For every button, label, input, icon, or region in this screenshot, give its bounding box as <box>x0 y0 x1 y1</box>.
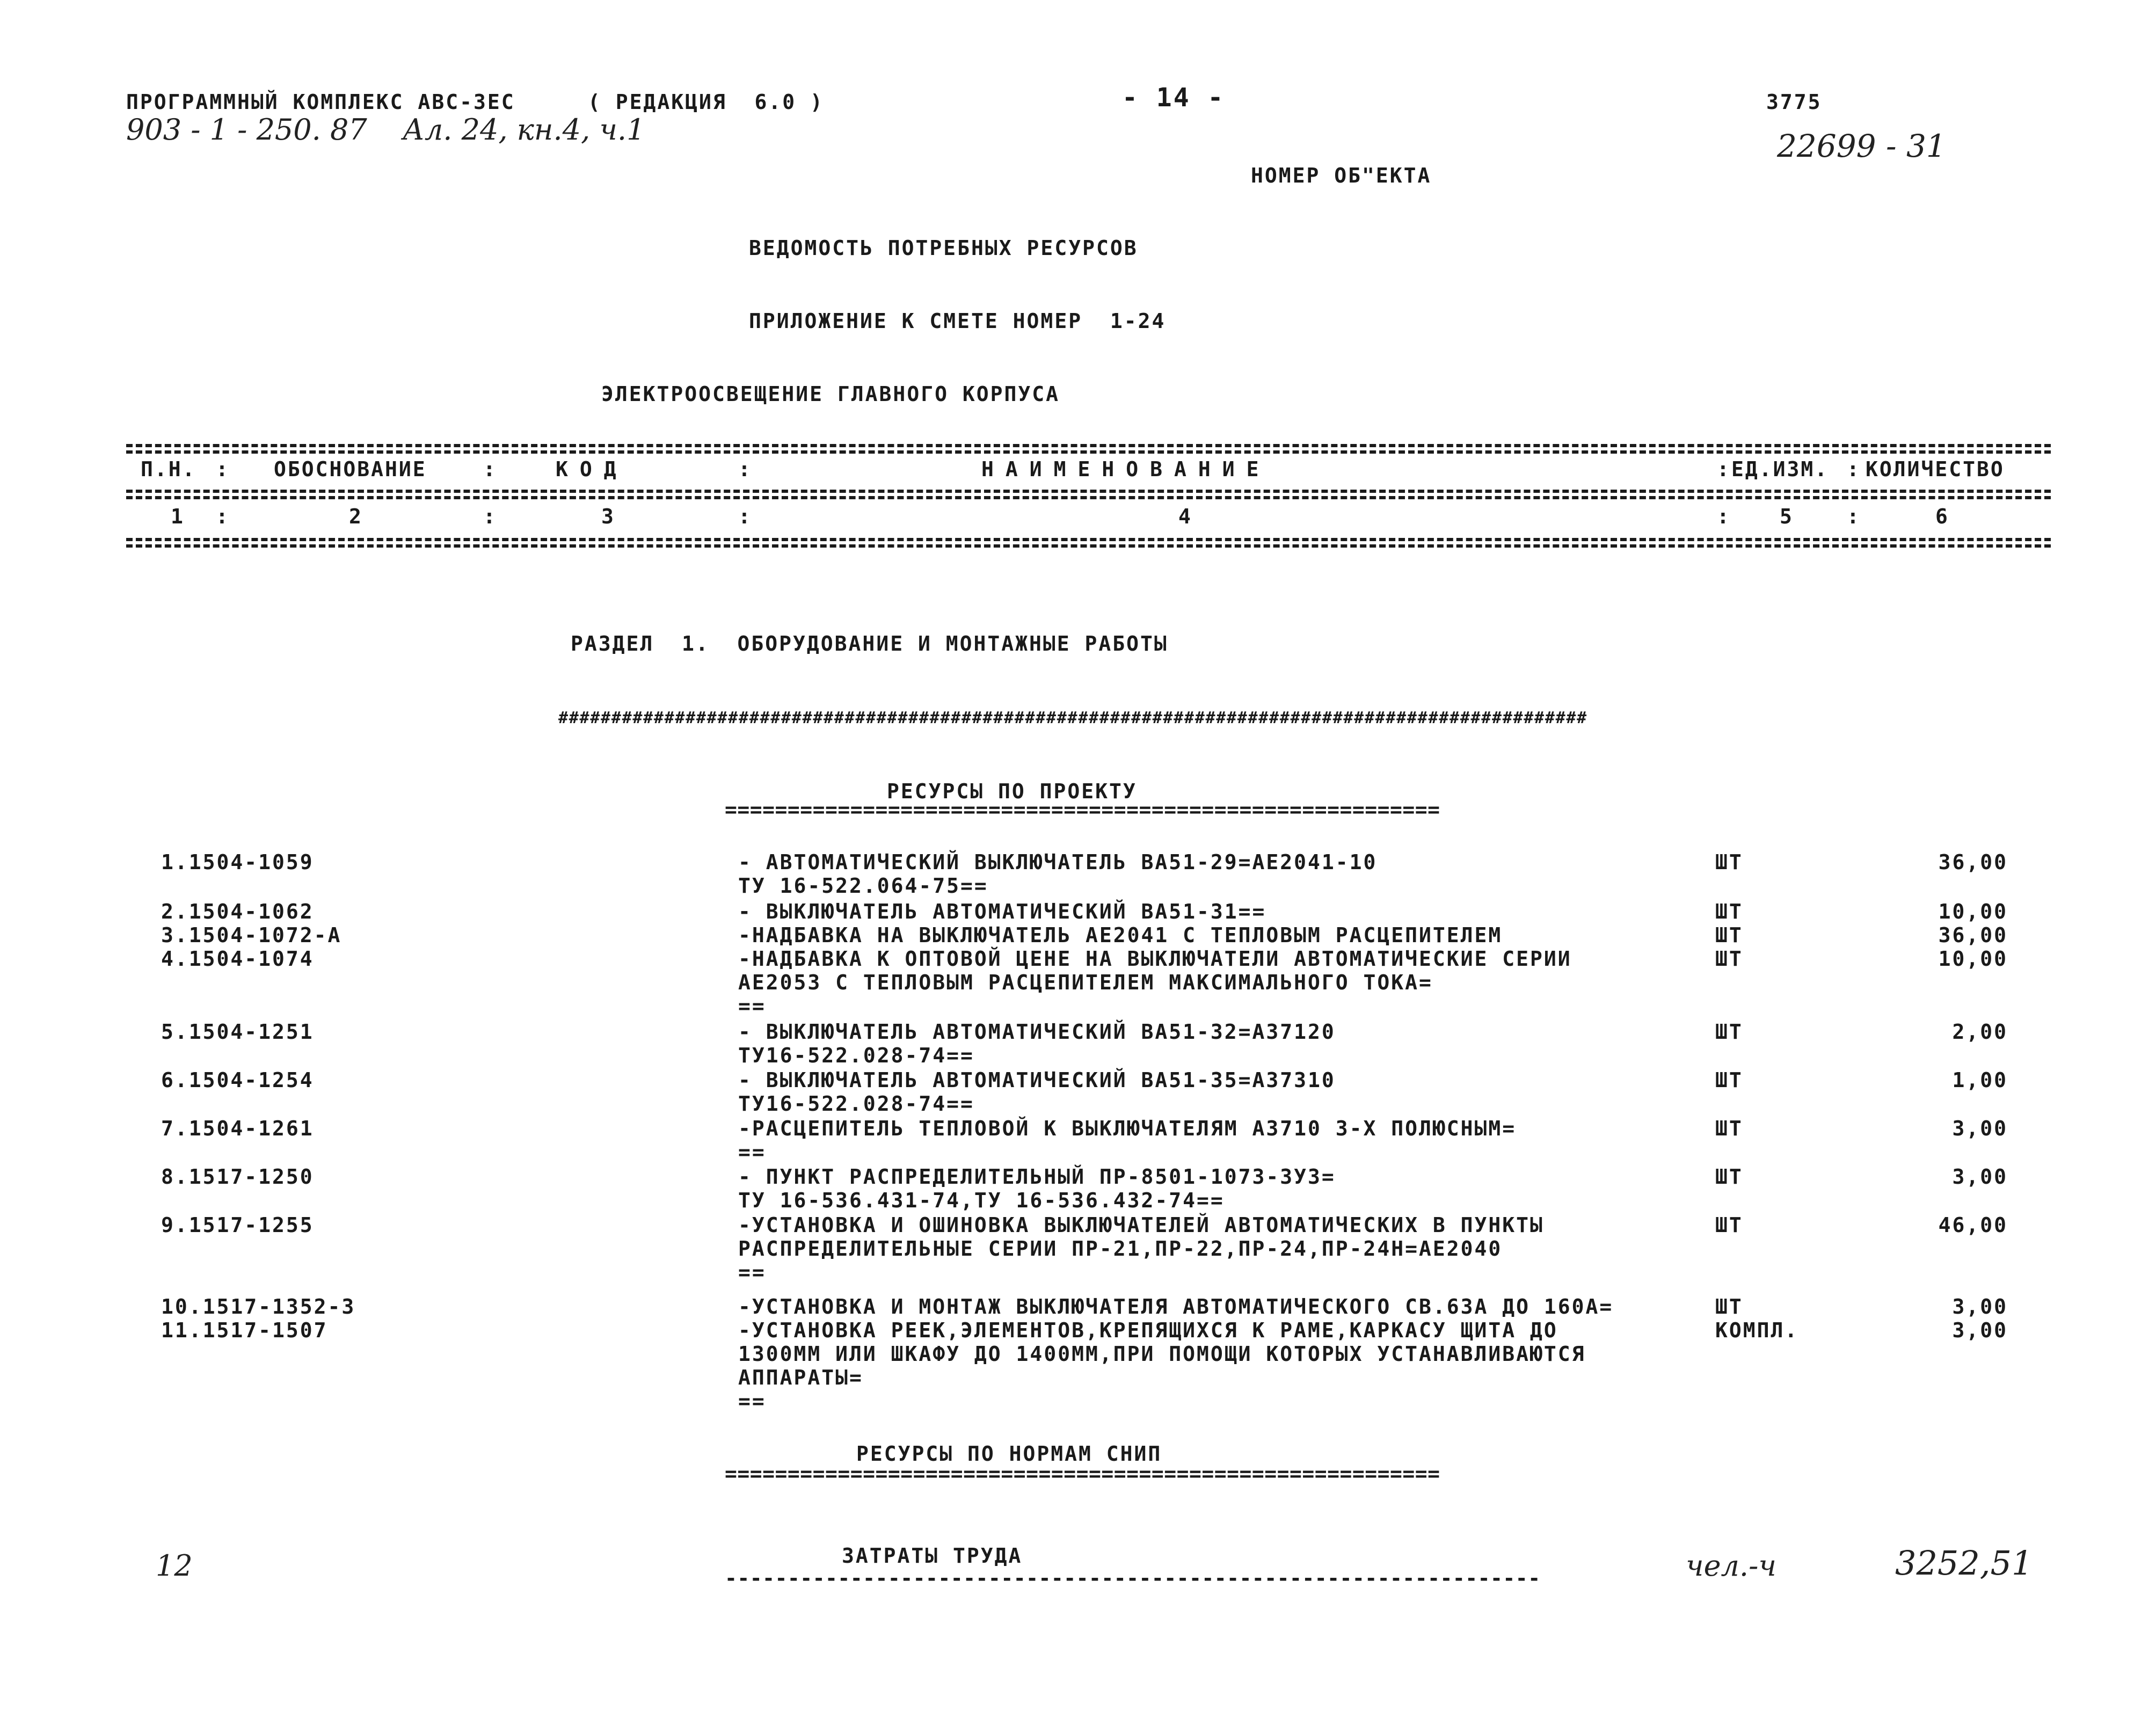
row-quantity <box>1847 1213 2008 1237</box>
row-name-line: - АВТОМАТИЧЕСКИЙ ВЫКЛЮЧАТЕЛЬ ВА51-29=АЕ2041-10 <box>738 850 1378 874</box>
column-separator: : <box>1717 457 1731 481</box>
row-basis-text: 11.1517-1507 <box>161 1318 328 1342</box>
column-number-2: 2 <box>349 505 363 528</box>
row-name-line: ТУ16-522.028-74== <box>738 1092 974 1116</box>
row-basis-code <box>161 1318 328 1342</box>
labor-underline: ----------------------------------------------------------------- <box>725 1567 1541 1590</box>
row-name-line: -УСТАНОВКА РЕЕК,ЭЛЕМЕНТОВ,КРЕПЯЩИХСЯ К РАМЕ,КАРКАСУ ЩИТА ДО <box>738 1318 1558 1342</box>
row-name-line: - ПУНКТ РАСПРЕДЕЛИТЕЛЬНЫЙ ПР-8501-1073-3У3= <box>738 1165 1336 1189</box>
row-name <box>738 1117 1516 1164</box>
row-name-line: ТУ 16-522.064-75== <box>738 874 988 898</box>
table-rule-2 <box>126 450 2051 454</box>
row-unit <box>1715 923 1743 947</box>
table-rule-top <box>126 444 2051 447</box>
row-name-line: -УСТАНОВКА И МОНТАЖ ВЫКЛЮЧАТЕЛЯ АВТОМАТИЧЕСКОГО СВ.63А ДО 160А= <box>738 1295 1614 1318</box>
row-quantity <box>1847 1117 2008 1140</box>
row-unit-text: ШТ <box>1715 850 1743 874</box>
row-quantity <box>1847 1068 2008 1092</box>
row-unit-text: ШТ <box>1715 1068 1743 1092</box>
row-name <box>738 1318 1586 1413</box>
row-name-line: == <box>738 1140 766 1164</box>
row-unit <box>1715 1068 1743 1092</box>
row-basis-code <box>161 1020 314 1044</box>
column-separator: : <box>483 457 497 481</box>
row-basis-code <box>161 923 341 947</box>
row-name-line: -РАСЦЕПИТЕЛЬ ТЕПЛОВОЙ К ВЫКЛЮЧАТЕЛЯМ А3710 3-Х ПОЛЮСНЫМ= <box>738 1117 1517 1140</box>
table-rule-3 <box>126 490 2051 493</box>
row-basis-code <box>161 1165 314 1189</box>
row-quantity-text: 36,00 <box>1938 923 2008 947</box>
row-unit <box>1715 900 1743 923</box>
labor-title: ЗАТРАТЫ ТРУДА <box>842 1544 1023 1568</box>
row-basis-code <box>161 1295 355 1318</box>
appendix-title: ПРИЛОЖЕНИЕ К СМЕТЕ НОМЕР 1-24 <box>749 309 1166 333</box>
row-unit-text: КОМПЛ. <box>1715 1318 1799 1342</box>
row-basis-code <box>161 1068 314 1092</box>
resources-project-title: РЕСУРСЫ ПО ПРОЕКТУ <box>887 779 1137 803</box>
column-separator: : <box>738 457 752 481</box>
row-name <box>738 1213 1544 1284</box>
row-unit-text: ШТ <box>1715 1213 1743 1237</box>
handwritten-project-code: 903 - 1 - 250. 87 <box>126 113 367 147</box>
column-header-quantity: КОЛИЧЕСТВО <box>1866 457 2005 481</box>
row-name <box>738 947 1572 1018</box>
row-name <box>738 923 1502 947</box>
page-number: - 14 - <box>1122 83 1225 113</box>
row-name-line: -НАДБАВКА К ОПТОВОЙ ЦЕНЕ НА ВЫКЛЮЧАТЕЛИ АВТОМАТИЧЕСКИЕ СЕРИИ <box>738 947 1572 971</box>
row-basis-code <box>161 1213 314 1237</box>
row-basis-code <box>161 900 314 923</box>
row-unit-text: ШТ <box>1715 1295 1743 1318</box>
row-unit-text: ШТ <box>1715 947 1743 971</box>
row-name <box>738 1068 1336 1116</box>
column-separator: : <box>1847 505 1861 528</box>
row-name-line: -НАДБАВКА НА ВЫКЛЮЧАТЕЛЬ АЕ2041 С ТЕПЛОВЫМ РАСЦЕПИТЕЛЕМ <box>738 923 1503 947</box>
row-name <box>738 850 1377 898</box>
row-name-line: АППАРАТЫ= <box>738 1366 863 1389</box>
row-quantity-text: 3,00 <box>1952 1318 2008 1342</box>
row-unit <box>1715 1318 1798 1342</box>
row-basis-code <box>161 850 314 874</box>
row-name-line: == <box>738 1389 766 1413</box>
row-basis-text: 5.1504-1251 <box>161 1020 314 1044</box>
row-unit-text: ШТ <box>1715 923 1743 947</box>
document-number: 3775 <box>1766 90 1822 114</box>
row-quantity-text: 46,00 <box>1938 1213 2008 1237</box>
row-unit <box>1715 1020 1743 1044</box>
table-rule-4 <box>126 496 2051 499</box>
row-name-line: -УСТАНОВКА И ОШИНОВКА ВЫКЛЮЧАТЕЛЕЙ АВТОМАТИЧЕСКИХ В ПУНКТЫ <box>738 1213 1544 1237</box>
row-name <box>738 1295 1613 1318</box>
column-separator: : <box>738 505 752 528</box>
row-quantity <box>1847 850 2008 874</box>
row-unit <box>1715 850 1743 874</box>
handwritten-labor-value: 3252,51 <box>1895 1543 2033 1583</box>
row-unit <box>1715 1213 1743 1237</box>
row-name <box>738 1020 1336 1067</box>
row-unit <box>1715 1295 1743 1318</box>
row-basis-text: 3.1504-1072-А <box>161 923 342 947</box>
column-number-5: 5 <box>1780 505 1794 528</box>
row-unit-text: ШТ <box>1715 1117 1743 1140</box>
row-quantity-text: 3,00 <box>1952 1295 2008 1318</box>
column-header-pn: П.Н. <box>141 457 196 481</box>
row-quantity <box>1847 923 2008 947</box>
section-title: РАЗДЕЛ 1. ОБОРУДОВАНИЕ И МОНТАЖНЫЕ РАБОТЫ <box>571 632 1168 655</box>
column-header-basis: ОБОСНОВАНИЕ <box>274 457 427 481</box>
row-quantity-text: 10,00 <box>1938 947 2008 971</box>
row-basis-text: 8.1517-1250 <box>161 1165 314 1189</box>
row-unit-text: ШТ <box>1715 900 1743 923</box>
row-quantity-text: 3,00 <box>1952 1117 2008 1140</box>
resources-snip-underline: ========================================================= <box>725 1462 1440 1485</box>
row-name-line: == <box>738 1261 766 1284</box>
row-basis-text: 6.1504-1254 <box>161 1068 314 1092</box>
row-unit-text: ШТ <box>1715 1020 1743 1044</box>
row-basis-text: 7.1504-1261 <box>161 1117 314 1140</box>
row-quantity <box>1847 900 2008 923</box>
row-quantity <box>1847 1295 2008 1318</box>
row-name-line: ТУ16-522.028-74== <box>738 1044 974 1067</box>
column-header-code: КОД <box>556 457 628 481</box>
row-name <box>738 1165 1336 1212</box>
row-name-line: ТУ 16-536.431-74,ТУ 16-536.432-74== <box>738 1189 1225 1212</box>
resources-project-underline: ========================================================= <box>725 798 1440 821</box>
subject-title: ЭЛЕКТРООСВЕЩЕНИЕ ГЛАВНОГО КОРПУСА <box>601 382 1060 406</box>
column-separator: : <box>216 505 230 528</box>
handwritten-labor-unit: чел.-ч <box>1686 1549 1776 1583</box>
row-quantity-text: 3,00 <box>1952 1165 2008 1189</box>
column-separator: : <box>1847 457 1861 481</box>
row-name-line: АЕ2053 С ТЕПЛОВЫМ РАСЦЕПИТЕЛЕМ МАКСИМАЛЬНОГО ТОКА= <box>738 971 1433 994</box>
row-quantity <box>1847 1318 2008 1342</box>
column-header-unit: ЕД.ИЗМ. <box>1731 457 1829 481</box>
row-basis-text: 9.1517-1255 <box>161 1213 314 1237</box>
row-quantity <box>1847 1165 2008 1189</box>
row-quantity <box>1847 1020 2008 1044</box>
column-separator: : <box>1717 505 1731 528</box>
row-quantity <box>1847 947 2008 971</box>
row-name-line: - ВЫКЛЮЧАТЕЛЬ АВТОМАТИЧЕСКИЙ ВА51-31== <box>738 900 1266 923</box>
row-name-line: 1300ММ ИЛИ ШКАФУ ДО 1400ММ,ПРИ ПОМОЩИ КОТОРЫХ УСТАНАВЛИВАЮТСЯ <box>738 1342 1586 1366</box>
column-number-6: 6 <box>1935 505 1949 528</box>
column-separator: : <box>216 457 230 481</box>
row-basis-text: 1.1504-1059 <box>161 850 314 874</box>
row-quantity-text: 36,00 <box>1938 850 2008 874</box>
row-unit <box>1715 1165 1743 1189</box>
row-name-line: - ВЫКЛЮЧАТЕЛЬ АВТОМАТИЧЕСКИЙ ВА51-32=А37120 <box>738 1020 1336 1044</box>
row-basis-code <box>161 947 314 971</box>
column-header-name: НАИМЕНОВАНИЕ <box>981 457 1271 481</box>
column-number-3: 3 <box>601 505 615 528</box>
row-basis-text: 4.1504-1074 <box>161 947 314 971</box>
object-number-label: НОМЕР ОБ"ЕКТА <box>1251 164 1432 187</box>
row-basis-text: 10.1517-1352-3 <box>161 1295 356 1318</box>
row-name-line: РАСПРЕДЕЛИТЕЛЬНЫЕ СЕРИИ ПР-21,ПР-22,ПР-24,ПР-24Н=АЕ2040 <box>738 1237 1503 1261</box>
table-rule-bottom-2 <box>126 544 2051 548</box>
column-separator: : <box>483 505 497 528</box>
row-quantity-text: 1,00 <box>1952 1068 2008 1092</box>
handwritten-left-number: 12 <box>156 1549 193 1583</box>
resources-snip-title: РЕСУРСЫ ПО НОРМАМ СНИП <box>856 1442 1162 1466</box>
column-number-4: 4 <box>1178 505 1192 528</box>
statement-title: ВЕДОМОСТЬ ПОТРЕБНЫХ РЕСУРСОВ <box>749 236 1138 260</box>
table-rule-bottom <box>126 538 2051 541</box>
handwritten-object-number: 22699 - 31 <box>1777 128 1946 164</box>
row-basis-code <box>161 1117 314 1140</box>
row-basis-text: 2.1504-1062 <box>161 900 314 923</box>
row-name-line: - ВЫКЛЮЧАТЕЛЬ АВТОМАТИЧЕСКИЙ ВА51-35=А37310 <box>738 1068 1336 1092</box>
program-name: ПРОГРАММНЫЙ КОМПЛЕКС АВС-ЗЕС <box>126 90 515 114</box>
row-name-line: == <box>738 994 766 1018</box>
row-unit-text: ШТ <box>1715 1165 1743 1189</box>
row-unit <box>1715 947 1743 971</box>
row-unit <box>1715 1117 1743 1140</box>
row-quantity-text: 2,00 <box>1952 1020 2008 1044</box>
handwritten-album-note: Ал. 24, кн.4, ч.1 <box>403 113 645 147</box>
column-number-1: 1 <box>171 505 185 528</box>
program-edition: ( РЕДАКЦИЯ 6.0 ) <box>588 90 824 114</box>
section-hash-line: ################################################################################################# <box>558 709 1587 727</box>
row-name <box>738 900 1266 923</box>
row-quantity-text: 10,00 <box>1938 900 2008 923</box>
